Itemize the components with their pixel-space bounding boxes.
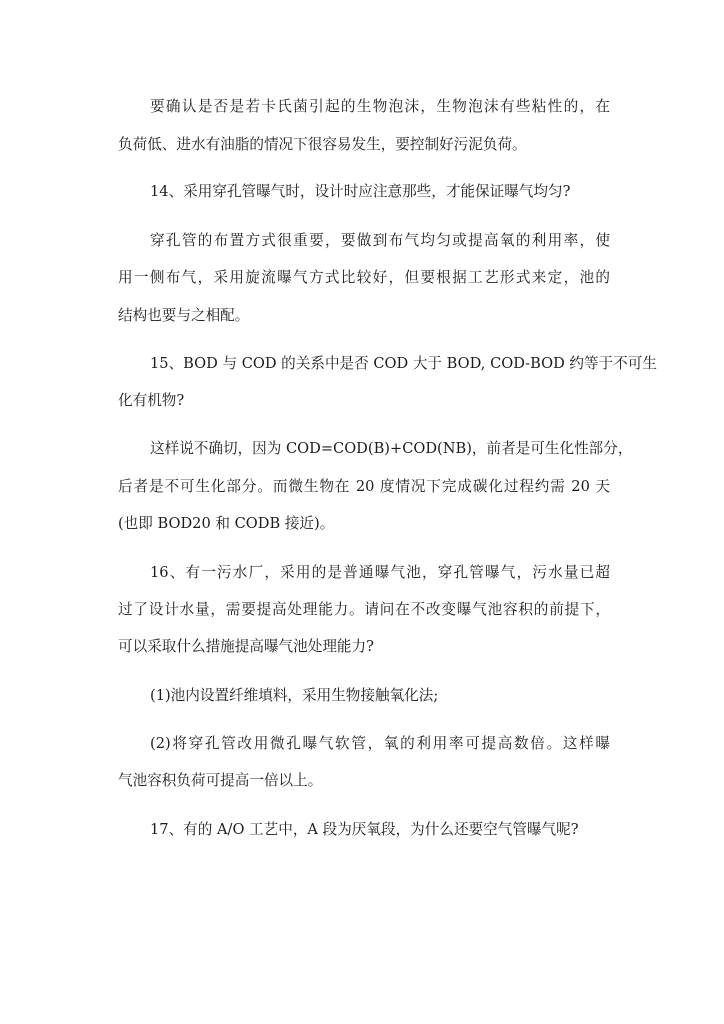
question-heading: 可以采取什么措施提高曝气池处理能力?: [118, 638, 374, 655]
paragraph-line: 负荷低、进水有油脂的情况下很容易发生，要控制好污泥负荷。: [118, 136, 527, 153]
paragraph-line: 用一侧布气，采用旋流曝气方式比较好，但要根据工艺形式来定，池的: [118, 269, 610, 286]
paragraph-line: 后者是不可生化部分。而微生物在 20 度情况下完成碳化过程约需 20 天: [118, 478, 610, 495]
paragraph-line: 结构也要与之相配。: [118, 307, 250, 324]
paragraph-line: 这样说不确切，因为 COD=COD(B)+COD(NB)，前者是可生化性部分，: [150, 440, 633, 457]
paragraph-line: (2)将穿孔管改用微孔曝气软管，氧的利用率可提高数倍。这样曝: [150, 735, 610, 752]
paragraph-line: 气池容积负荷可提高一倍以上。: [118, 772, 323, 789]
paragraph-line: 要确认是否是若卡氏菌引起的生物泡沫，生物泡沫有些粘性的，在: [150, 98, 610, 115]
question-heading: 15、BOD 与 COD 的关系中是否 COD 大于 BOD, COD-BOD 约等于不可生: [150, 355, 657, 372]
question-heading: 16、有一污水厂，采用的是普通曝气池，穿孔管曝气，污水量已超: [150, 564, 610, 581]
question-heading: 17、有的 A/O 工艺中，A 段为厌氧段，为什么还要空气管曝气呢?: [150, 821, 579, 838]
question-heading: 过了设计水量，需要提高处理能力。请问在不改变曝气池容积的前提下，: [118, 601, 610, 618]
paragraph-line: (也即 BOD20 和 CODB 接近)。: [118, 515, 335, 532]
paragraph-line: (1)池内设置纤维填料，采用生物接触氧化法;: [150, 687, 439, 704]
question-heading: 14、采用穿孔管曝气时，设计时应注意那些，才能保证曝气均匀?: [150, 183, 571, 200]
question-heading: 化有机物?: [118, 392, 185, 409]
paragraph-line: 穿孔管的布置方式很重要，要做到布气均匀或提高氧的利用率，使: [150, 232, 610, 249]
